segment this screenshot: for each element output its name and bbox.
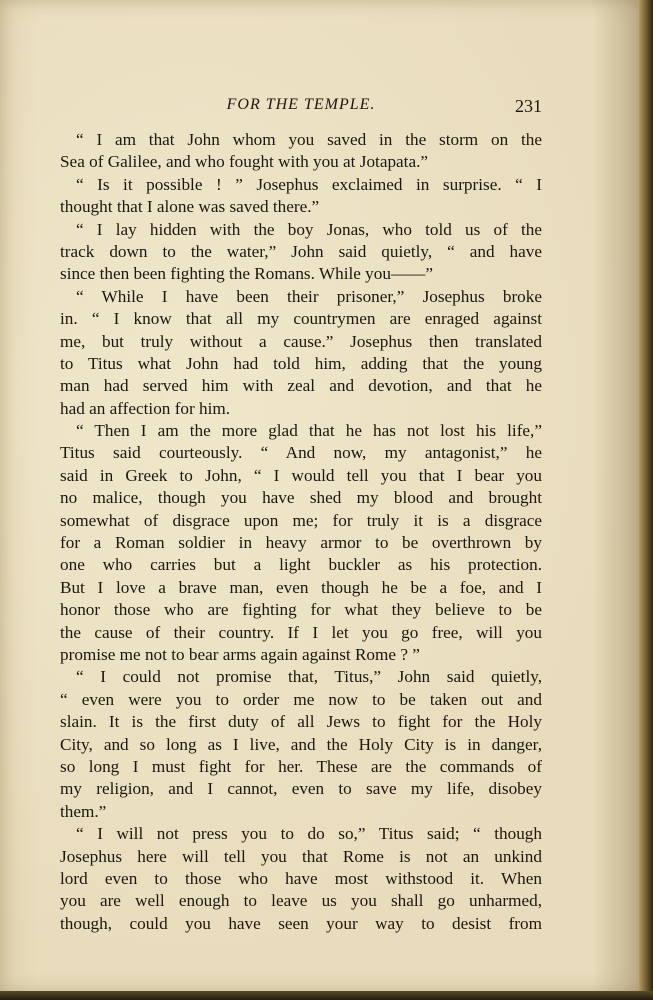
text-line: honor those who are fighting for what they believe to be (60, 600, 542, 620)
text-line: “ I lay hidden with the boy Jonas, who told us of the (76, 219, 542, 239)
text-line: Josephus here will tell you that Rome is not an unkind (60, 846, 542, 866)
text-line: said in Greek to John, “ I would tell you that I bear you (60, 465, 542, 485)
text-line: “ Is it possible ! ” Josephus exclaimed in surprise. “ I (76, 174, 542, 194)
text-line: the cause of their country. If I let you go free, will you (60, 622, 542, 642)
text-line: City, and so long as I live, and the Holy City is in danger, (60, 734, 542, 754)
text-line: so long I must fight for her. These are the commands of (60, 756, 542, 776)
text-line: “ I could not promise that, Titus,” John said quietly, (76, 667, 542, 687)
text-line: though, could you have seen your way to desist from (60, 913, 542, 933)
text-line: lord even to those who have most withstood it. When (60, 868, 542, 888)
text-line: thought that I alone was saved there.” (60, 197, 320, 217)
running-head: FOR THE TEMPLE. (226, 96, 376, 113)
text-line: Sea of Galilee, and who fought with you at Jotapata.” (60, 152, 428, 172)
text-line: somewhat of disgrace upon me; for truly it is a disgrace (60, 510, 542, 530)
text-line: for a Roman soldier in heavy armor to be overthrown by (60, 533, 542, 553)
text-line: “ I am that John whom you saved in the storm on the (76, 130, 542, 149)
text-line: “ even were you to order me now to be taken out and (60, 689, 542, 709)
text-line: no malice, though you have shed my blood and brought (60, 488, 542, 508)
text-line: “ Then I am the more glad that he has not lost his life,” (76, 421, 542, 441)
text-line: you are well enough to leave us you shall go unharmed, (60, 891, 542, 911)
book-spine-edge (639, 0, 653, 1000)
text-line: them.” (60, 801, 107, 821)
text-line: man had served him with zeal and devotion, and that he (60, 376, 542, 396)
text-line: my religion, and I cannot, even to save my life, disobey (60, 779, 542, 799)
book-bottom-edge (0, 991, 653, 1000)
text-line: “ I will not press you to do so,” Titus said; “ though (76, 824, 542, 844)
text-line: promise me not to bear arms again against Rome ? ” (60, 644, 420, 664)
text-line: in. “ I know that all my countrymen are enraged against (60, 309, 542, 329)
text-line: to Titus what John had told him, adding that the young (60, 353, 542, 373)
page-header (60, 96, 542, 118)
text-line: one who carries but a light buckler as his protection. (60, 555, 542, 575)
text-line: had an affection for him. (60, 398, 231, 418)
text-line: “ While I have been their prisoner,” Josephus broke (76, 286, 542, 306)
text-line: me, but truly without a cause.” Josephus then translated (60, 331, 542, 351)
text-line: slain. It is the first duty of all Jews to fight for the Holy (60, 712, 542, 732)
text-line: since then been fighting the Romans. While you——” (60, 264, 433, 284)
body-text (60, 129, 542, 935)
text-line: Titus said courteously. “ And now, my antagonist,” he (60, 443, 542, 463)
text-line: track down to the water,” John said quietly, “ and have (60, 241, 542, 261)
text-line: But I love a brave man, even though he be a foe, and I (60, 577, 542, 597)
page-number: 231 (515, 96, 542, 116)
